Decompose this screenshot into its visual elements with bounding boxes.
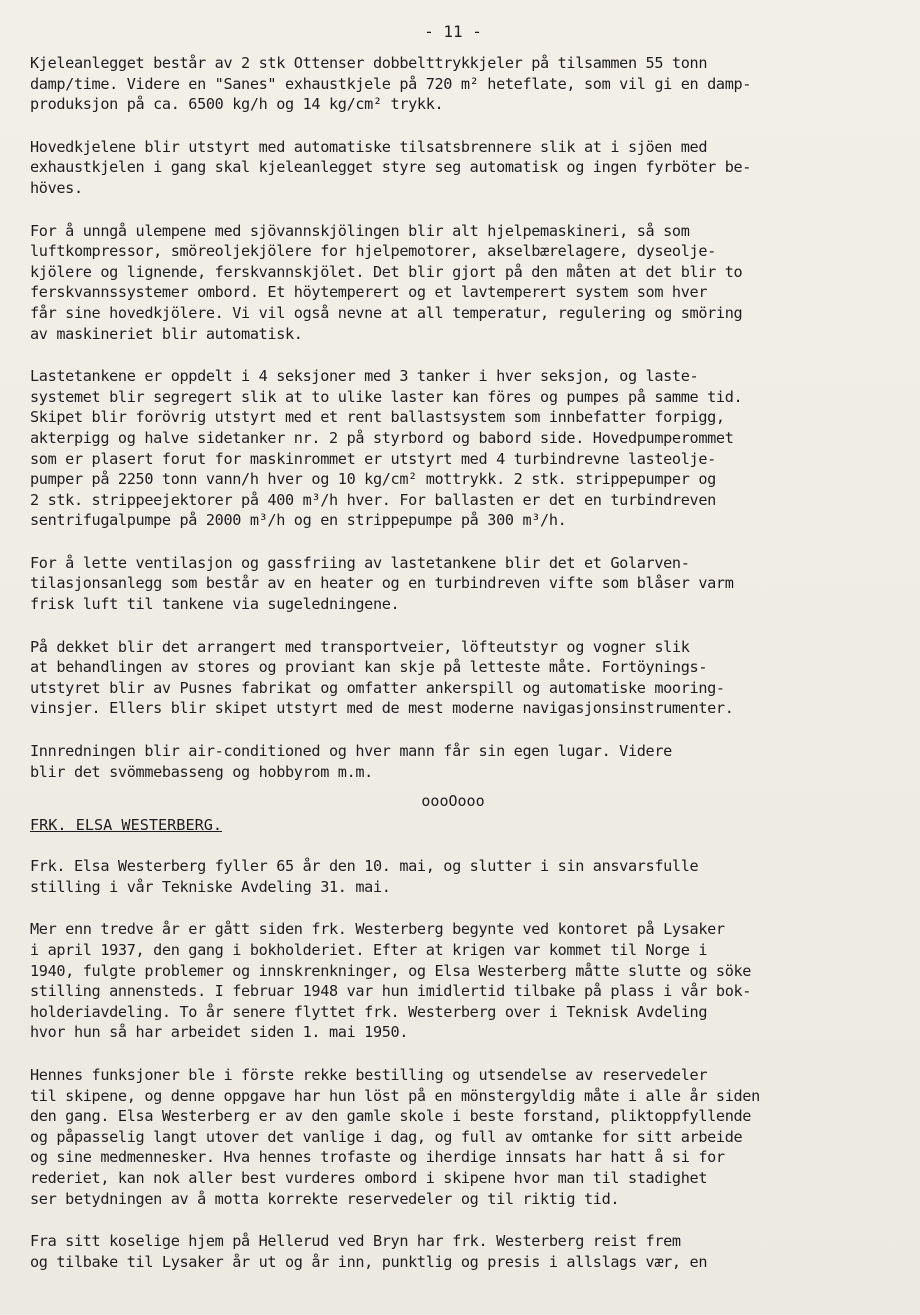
paragraph-retirement: Frk. Elsa Westerberg fyller 65 år den 10. mai, og slutter i sin ansvarsfulle stilling i vår Tekniske Avdeling 31. mai. xyxy=(30,857,699,896)
section-divider: oooOooo xyxy=(421,792,485,811)
paragraph-career-history: Mer enn tredve år er gått siden frk. Westerberg begynte ved kontoret på Lysaker i april 1937, den gang i bokholderiet. Efter at krigen var kommet til Norge i 1940, fulgte problemer og innskrenkninger, og Elsa Westerberg måtte slutte og söke stilling annensteds. I februar 1948 var hun imidlertid tilbake på plass i vår bok- holderiavdeling. To år senere flyttet frk. Westerberg over i Teknisk Avdeling hvor hun så har arbeidet siden 1. mai 1950. xyxy=(30,920,752,1042)
paragraph-deck-equipment: På dekket blir det arrangert med transportveier, löfteutstyr og vogner slik at behandlingen av stores og proviant kan skje på letteste måte. Fortöynings- utstyret blir av Pusnes fabrikat og omfatter ankerspill og automatiske mooring- vinsjer. Ellers blir skipet utstyrt med de mest moderne navigasjonsinstrumenter. xyxy=(30,637,734,718)
paragraph-accommodation: Innredningen blir air-conditioned og hver mann får sin egen lugar. Videre blir det svömmebasseng og hobbyrom m.m. xyxy=(30,742,672,781)
paragraph-ventilation: For å lette ventilasjon og gassfriing av lastetankene blir det et Golarven- tilasjonsanlegg som består av en heater og en turbindreven vifte som blåser varm frisk luft til tankene via sugeledningene. xyxy=(30,553,734,614)
paragraph-commute: Fra sitt koselige hjem på Hellerud ved Bryn har frk. Westerberg reist frem og tilbake til Lysaker år ut og år inn, punktlig og presis i allslags vær, en xyxy=(30,1232,708,1271)
paragraph-cooling-systems: For å unngå ulempene med sjövannskjölingen blir alt hjelpemaskineri, så som luftkompressor, smöreoljekjölere for hjelpemotorer, akselbærelagere, dyseolje- kjölere og lignende, ferskvannskjölet. Det blir gjort på den måten at det blir to ferskvannssystemer ombord. Et höytemperert og et lavtemperert system som hver får sine hovedkjölere. Vi vil også nevne at all temperatur, regulering og smöring av maskineriet blir automatisk. xyxy=(30,221,743,343)
paragraph-duties: Hennes funksjoner ble i förste rekke bestilling og utsendelse av reservedeler til skipene, og denne oppgave har hun löst på en mönstergyldig måte i alle år siden den gang. Elsa Westerberg er av den gamle skole i beste forstand, pliktoppfyllende og påpasselig langt utover det vanlige i dag, og full av omtanke for sitt arbeide og sine medmennesker. Hva hennes trofaste og iherdige innsats har hatt å si for rederiet, kan nok aller best vurderes ombord i skipene hvor man til stadighet ser betydningen av å motta korrekte reservedeler og til riktig tid. xyxy=(30,1065,760,1208)
paragraph-main-boilers: Hovedkjelene blir utstyrt med automatiske tilsatsbrennere slik at i sjöen med exhaustkjelen i gang skal kjeleanlegget styre seg automatisk og ingen fyrböter be- höves. xyxy=(30,137,752,197)
section-heading: FRK. ELSA WESTERBERG. xyxy=(30,816,223,835)
page-number: - 11 - xyxy=(424,22,482,41)
paragraph-boiler-plant: Kjeleanlegget består av 2 stk Ottenser dobbelttrykkjeler på tilsammen 55 tonn damp/time. Videre en "Sanes" exhaustkjele på 720 m² heteflate, som vil gi en damp- produksjon på ca. 6500 kg/h og 14 kg/cm² trykk. xyxy=(30,54,752,114)
paragraph-cargo-tanks: Lastetankene er oppdelt i 4 seksjoner med 3 tanker i hver seksjon, og laste- systemet blir segregert slik at to ulike laster kan föres og pumpes på samme tid. Skipet blir forövrig utstyrt med et rent ballastsystem som innbefatter forpigg, akterpigg og halve sidetanker nr. 2 på styrbord og babord side. Hovedpumperommet som er plasert forut for maskinrommet er utstyrt med 4 turbindrevne lasteolje- pumper på 2250 tonn vann/h hver og 10 kg/cm² mottrykk. 2 stk. strippepumper og 2 stk. strippeejektorer på 400 m³/h hver. For ballasten er det en turbindreven sentrifugalpumpe på 2000 m³/h og en strippepumpe på 300 m³/h. xyxy=(30,367,743,530)
